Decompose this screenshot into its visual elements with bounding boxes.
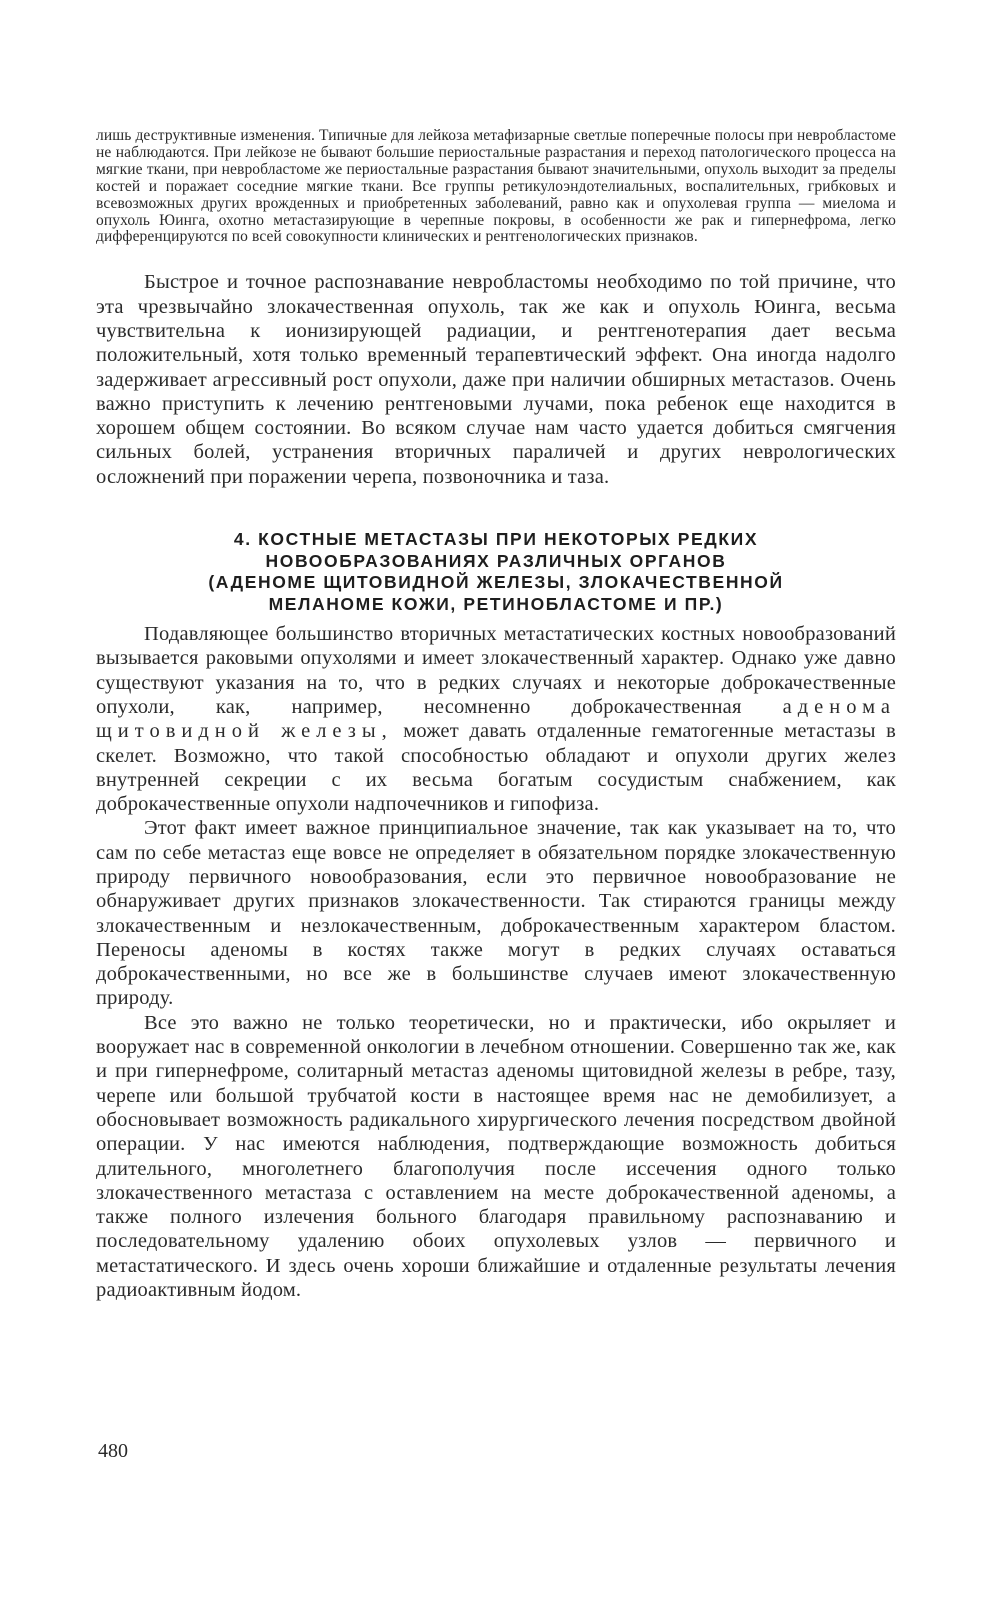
paragraph-practical-importance: Все это важно не только теоретически, но и практически, ибо окрыляет и вооружает нас в современной онкологии в лечебном отношении. Совершенно так же, как и при гипернефроме, солитарный метастаз аденомы щитовидной железы в ребре, тазу, черепе или большой трубчатой кости в настоящее время нас не демобилизует, а обосновывает возможность радикального хирургического лечения посредством двойной операции. У нас имеются наблюдения, подтверждающие возможность добиться длительного, многолетнего благополучия после иссечения одного только злокачественного метастаза с оставлением на месте доброкачественной аденомы, а также полного излечения больного благодаря правильному распознаванию и последовательному удалению обоих опухолевых узлов — первичного и метастатического. И здесь очень хороши ближайшие и отдаленные результаты лечения радиоактивным йодом. (96, 1011, 896, 1302)
top-paragraph-small-print: лишь деструктивные изменения. Типичные для лейкоза метафизарные светлые поперечные полосы при невробластоме не наблюдаются. При лейкозе не бывают большие периостальные разрастания и переход патологического процесса на мягкие ткани, при невробластоме же периостальные разрастания бывают значительными, опухоль выходит за пределы костей и поражает соседние мягкие ткани. Все группы ретикулоэндотелиальных, воспалительных, грибковых и всевозможных других врожденных и приобретенных заболеваний, равно как и опухолевая группа — миелома и опухоль Юинга, охотно метастазирующие в черепные покровы, в особенности же рак и гипернефрома, легко дифференцируются по всей совокупности клинических и рентгенологических признаков. (96, 127, 896, 246)
paragraph-principle-significance: Этот факт имеет важное принципиальное значение, так как указывает на то, что сам по себе метастаз еще вовсе не определяет в обязательном порядке злокачественную природу первичного новообразования, если это первичное новообразование не обнаруживает других признаков злокачественности. Так стираются границы между злокачественным и незлокачественным, доброкачественным характером бластом. Переносы аденомы в костях также могут в редких случаях оставаться доброкачественными, но все же в большинстве случаев имеют злокачественную природу. (96, 817, 896, 1010)
paragraph-metastases-intro-part-1: Подавляющее большинство вторичных метастатических костных новообразований вызывается раковыми опухолями и имеет злокачественный характер. Однако уже давно существуют указания на то, что в редких случаях и некоторые доброкачественные опухоли, как, например, несомненно доброкачественная (96, 623, 896, 718)
paragraph-metastases-intro-part-2: может давать отдаленные гематогенные метастазы в скелет. Возможно, что такой способностью обладают и опухоли других желез внутренней секреции с их весьма богатым сосудистым снабжением, как доброкачественные опухоли надпочечников и гипофиза. (96, 720, 896, 816)
section-heading-line-4: МЕЛАНОМЕ КОЖИ, РЕТИНОБЛАСТОМЕ И ПР.) (268, 593, 724, 614)
section-heading-line-1: 4. КОСТНЫЕ МЕТАСТАЗЫ ПРИ НЕКОТОРЫХ РЕДКИХ (233, 529, 759, 550)
paragraph-metastases-intro (96, 622, 896, 816)
section-heading-line-2: НОВООБРАЗОВАНИЯХ РАЗЛИЧНЫХ ОРГАНОВ (265, 550, 727, 571)
spaced-emphasis-thyroid-adenoma: аденома щитовидной железы, (96, 695, 896, 743)
book-page (96, 128, 896, 1302)
section-heading-line-3: (АДЕНОМЕ ЩИТОВИДНОЙ ЖЕЛЕЗЫ, ЗЛОКАЧЕСТВЕННОЙ (208, 572, 784, 593)
page-number: 480 (98, 1440, 128, 1462)
paragraph-neuroblastoma-treatment: Быстрое и точное распознавание невробластомы необходимо по той причине, что эта чрезвычайно злокачественная опухоль, так же как и опухоль Юинга, весьма чувствительна к ионизирующей радиации, и рентгенотерапия дает весьма положительный, хотя только временный терапевтический эффект. Она иногда надолго задерживает агрессивный рост опухоли, даже при наличии обширных метастазов. Очень важно приступить к лечению рентгеновыми лучами, пока ребенок еще находится в хорошем общем состоянии. Во всяком случае нам часто удается добиться смягчения сильных болей, устранения вторичных параличей и других неврологических осложнений при поражении черепа, позвоночника и таза. (96, 271, 896, 488)
section-heading (96, 529, 896, 615)
